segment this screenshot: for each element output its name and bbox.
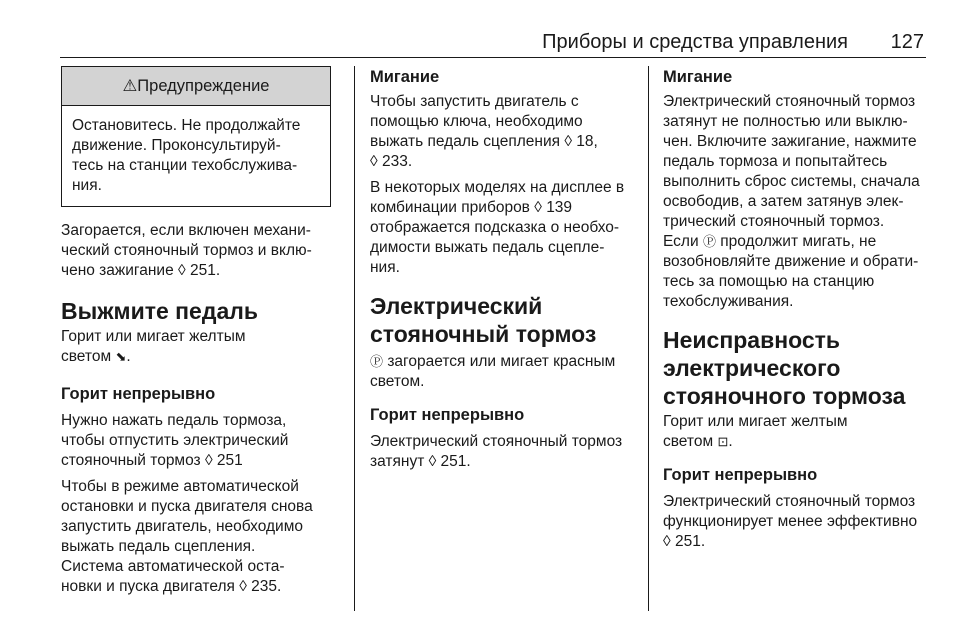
parking-brake-icon: Ⓟ: [370, 354, 384, 369]
warning-triangle-icon: ⚠: [122, 77, 138, 95]
column-middle: [370, 66, 642, 472]
text-line: возобновляйте движение и обрати-: [663, 253, 919, 270]
text-line: функционирует менее эффективно: [663, 513, 918, 530]
warning-header: [62, 67, 330, 106]
heading-line: стояночный тормоз: [370, 321, 597, 347]
text-line: выжать педаль сцепления ◊ 18,: [370, 133, 598, 150]
heading-line: Неисправность: [663, 327, 841, 353]
text-span: Если: [663, 233, 699, 250]
warning-line: тесь на станции техобслужива-: [72, 157, 298, 174]
text-line: Чтобы в режиме автоматической: [61, 478, 299, 495]
text-line: затянут ◊ 251.: [370, 453, 471, 470]
text-line: ◊ 251.: [663, 533, 706, 550]
heading-blink: Мигание: [663, 68, 733, 86]
heading-blink: Мигание: [370, 68, 440, 86]
column-left: [61, 66, 343, 597]
text-line: затянут не полностью или выклю-: [663, 113, 908, 130]
heading-steady: Горит непрерывно: [370, 406, 525, 424]
parking-brake-icon: Ⓟ: [702, 234, 716, 249]
text-line: Нужно нажать педаль тормоза,: [61, 412, 287, 429]
text-line: комбинации приборов ◊ 139: [370, 199, 573, 216]
text-line: [370, 352, 642, 372]
text-line: техобслуживания.: [663, 293, 794, 310]
heading-line: Электрический: [370, 293, 543, 319]
heading-line: стояночного тормоза: [663, 383, 906, 409]
autostop-paragraph: [61, 477, 343, 597]
text-line: ния.: [370, 259, 400, 276]
text-line: ческий стояночный тормоз и вклю-: [61, 242, 312, 259]
heading-clutch: Выжмите педаль: [61, 298, 258, 324]
text-line: тесь за помощью на станцию: [663, 273, 875, 290]
text-line: педаль тормоза и попытайтесь: [663, 153, 888, 170]
warning-line: ния.: [72, 177, 102, 194]
text-span: светом: [663, 433, 714, 450]
epb-steady-paragraph: [370, 432, 642, 472]
page-title: Приборы и средства управления: [542, 31, 848, 53]
text-line: освободив, а затем затянув элек-: [663, 193, 904, 210]
heading-steady: Горит непрерывно: [61, 385, 216, 403]
text-line: выжать педаль сцепления.: [61, 538, 256, 555]
text-line: стояночный тормоз ◊ 251: [61, 452, 243, 469]
heading-fault: [663, 326, 935, 410]
text-line: новки и пуска двигателя ◊ 235.: [61, 578, 282, 595]
clutch-paragraph: [61, 327, 343, 367]
text-line: [663, 232, 935, 252]
text-line: Электрический стояночный тормоз: [370, 433, 623, 450]
heading-epb: [370, 292, 642, 348]
text-line: [663, 432, 935, 452]
text-line: Горит или мигает желтым: [61, 328, 246, 345]
column-divider-2: [648, 66, 649, 611]
text-line: Чтобы запустить двигатель с: [370, 93, 579, 110]
text-line: В некоторых моделях на дисплее в: [370, 179, 625, 196]
blink-paragraph: [370, 92, 642, 172]
display-hint-paragraph: [370, 178, 642, 278]
epb-paragraph: [370, 352, 642, 392]
continue-blink-paragraph: [663, 232, 935, 312]
column-divider-1: [354, 66, 355, 611]
text-line: чтобы отпустить электрический: [61, 432, 289, 449]
text-line: Загорается, если включен механи-: [61, 222, 311, 239]
text-span: .: [728, 433, 733, 450]
heading-steady: Горит непрерывно: [663, 466, 818, 484]
text-line: запустить двигатель, необходимо: [61, 518, 303, 535]
text-line: димости выжать педаль сцепле-: [370, 239, 605, 256]
brake-fault-icon: ⊡: [717, 434, 729, 449]
text-line: светом.: [370, 373, 425, 390]
warning-title: Предупреждение: [137, 77, 270, 95]
intro-paragraph: [61, 221, 343, 281]
text-line: чено зажигание ◊ 251.: [61, 262, 221, 279]
heading-line: электрического: [663, 355, 841, 381]
text-span: .: [126, 348, 131, 365]
text-line: помощью ключа, необходимо: [370, 113, 583, 130]
text-line: Электрический стояночный тормоз: [663, 93, 916, 110]
text-span: продолжит мигать, не: [720, 233, 877, 250]
text-line: трический стояночный тормоз.: [663, 213, 885, 230]
warning-box: [61, 66, 331, 207]
fault-paragraph: [663, 412, 935, 452]
warning-body: [62, 106, 330, 206]
steady-paragraph: [61, 411, 343, 471]
header-rule: [60, 57, 926, 58]
text-line: Система автоматической оста-: [61, 558, 285, 575]
text-line: отображается подсказка о необхо-: [370, 219, 620, 236]
text-line: чен. Включите зажигание, нажмите: [663, 133, 917, 150]
page-header: [0, 30, 960, 60]
warning-line: Остановитесь. Не продолжайте: [72, 117, 301, 134]
column-right: [663, 66, 935, 552]
fault-steady-paragraph: [663, 492, 935, 552]
text-line: остановки и пуска двигателя снова: [61, 498, 313, 515]
text-span: загорается или мигает красным: [387, 353, 616, 370]
text-line: Электрический стояночный тормоз: [663, 493, 916, 510]
clutch-pedal-icon: ⬊: [115, 349, 127, 364]
page-number: 127: [890, 31, 924, 53]
text-line: [61, 347, 343, 367]
text-span: светом: [61, 348, 112, 365]
warning-line: движение. Проконсультируй-: [72, 137, 281, 154]
text-line: выполнить сброс системы, сначала: [663, 173, 920, 190]
text-line: Горит или мигает желтым: [663, 413, 848, 430]
blink-paragraph: [663, 92, 935, 232]
text-line: ◊ 233.: [370, 153, 413, 170]
